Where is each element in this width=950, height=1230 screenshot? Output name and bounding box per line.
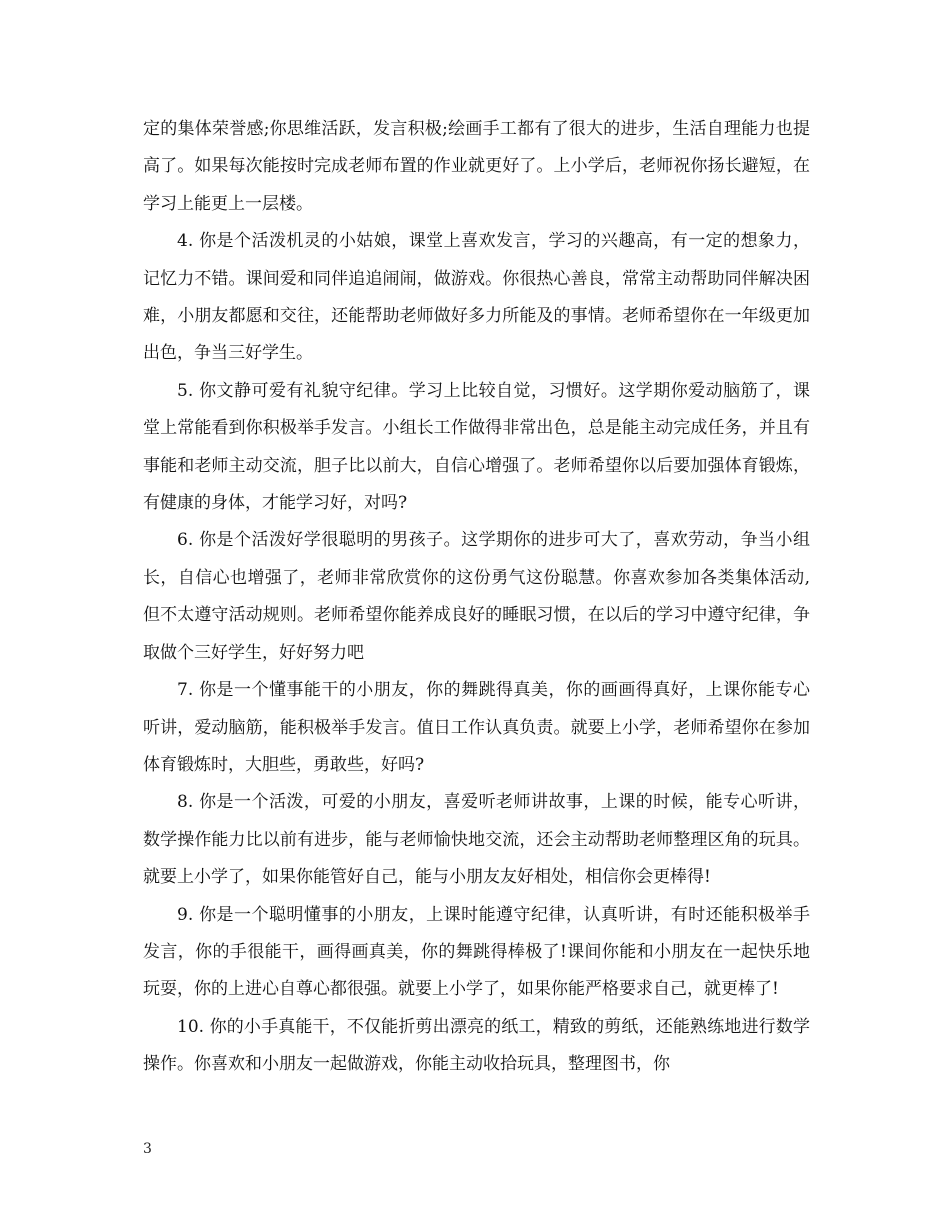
paragraph-item-6: 6. 你是个活泼好学很聪明的男孩子。这学期你的进步可大了，喜欢劳动，争当小组长，自信心也增强了，老师非常欣赏你的这份勇气这份聪慧。你喜欢参加各类集体活动,但不太遵守活动规则。老师希望你能养成良好的睡眠习惯，在以后的学习中遵守纪律，争取做个三好学生，好好努力吧 xyxy=(143,530,810,663)
paragraph-item-7: 7. 你是一个懂事能干的小朋友，你的舞跳得真美，你的画画得真好，上课你能专心听讲，爱动脑筋，能积极举手发言。值日工作认真负责。就要上小学，老师希望你在参加体育锻炼时，大胆些，勇敢些，好吗? xyxy=(143,680,810,775)
body-text xyxy=(143,111,810,1084)
paragraph-item-5: 5. 你文静可爱有礼貌守纪律。学习上比较自觉，习惯好。这学期你爱动脑筋了，课堂上常能看到你积极举手发言。小组长工作做得非常出色，总是能主动完成任务，并且有事能和老师主动交流，胆子比以前大，自信心增强了。老师希望你以后要加强体育锻炼，有健康的身体，才能学习好，对吗? xyxy=(143,380,810,514)
paragraph-item-8: 8. 你是一个活泼，可爱的小朋友，喜爱听老师讲故事，上课的时候，能专心听讲，数学操作能力比以前有进步，能与老师愉快地交流，还会主动帮助老师整理区角的玩具。就要上小学了，如果你能管好自己，能与小朋友友好相处，相信你会更棒得! xyxy=(143,792,810,888)
page-number: 3 xyxy=(143,1141,152,1157)
paragraph-item-9: 9. 你是一个聪明懂事的小朋友，上课时能遵守纪律，认真听讲，有时还能积极举手发言，你的手很能干，画得画真美，你的舞跳得棒极了!课间你能和小朋友在一起快乐地玩耍，你的上进心自尊心都很强。就要上小学了，如果你能严格要求自己，就更棒了! xyxy=(143,904,810,1000)
paragraph-item-4: 4. 你是个活泼机灵的小姑娘，课堂上喜欢发言，学习的兴趣高，有一定的想象力，记忆力不错。课间爱和同伴追追闹闹，做游戏。你很热心善良，常常主动帮助同伴解决困难，小朋友都愿和交往，还能帮助老师做好多力所能及的事情。老师希望你在一年级更加出色，争当三好学生。 xyxy=(143,231,810,364)
paragraph-item-10: 10. 你的小手真能干，不仅能折剪出漂亮的纸工，精致的剪纸，还能熟练地进行数学操作。你喜欢和小朋友一起做游戏，你能主动收拾玩具，整理图书，你 xyxy=(143,1016,810,1075)
paragraph-continuation: 定的集体荣誉感;你思维活跃，发言积极;绘画手工都有了很大的进步，生活自理能力也提高了。如果每次能按时完成老师布置的作业就更好了。上小学后，老师祝你扬长避短，在学习上能更上一层楼。 xyxy=(143,119,810,214)
